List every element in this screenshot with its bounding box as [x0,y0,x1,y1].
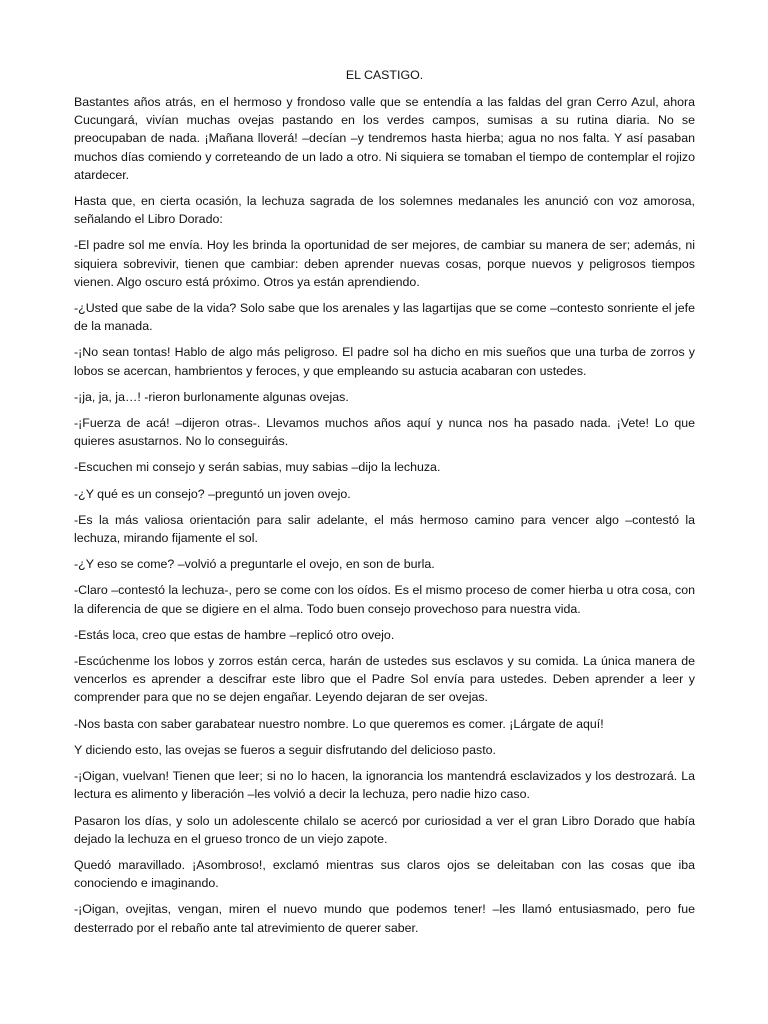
paragraph: -Es la más valiosa orientación para salir adelante, el más hermoso camino para vencer algo –contestó la lechuza, mirando fijamente el sol. [74,512,695,546]
paragraph: -Nos basta con saber garabatear nuestro nombre. Lo que queremos es comer. ¡Lárgate de aquí! [74,716,604,731]
paragraph: -Escúchenme los lobos y zorros están cerca, harán de ustedes sus esclavos y su comida. La única manera de vencerlos es aprender a descifrar este libro que el Padre Sol envía para ustedes. Deben aprender a leer y comprender para que no se dejen engañar. Leyendo dejaran de ser ovejas. [74,654,695,705]
paragraph: -¿Y qué es un consejo? –preguntó un joven ovejo. [74,486,351,501]
paragraph: -¡ja, ja, ja…! -rieron burlonamente algunas ovejas. [74,389,349,404]
paragraph: Pasaron los días, y solo un adolescente chilalo se acercó por curiosidad a ver el gran Libro Dorado que había dejado la lechuza en el grueso tronco de un viejo zapote. [74,813,695,846]
paragraph: Hasta que, en cierta ocasión, la lechuza sagrada de los solemnes medanales les anunció con voz amorosa, señalando el Libro Dorado: [74,194,695,227]
paragraph: -¡Fuerza de acá! –dijeron otras-. Llevamos muchos años aquí y nunca nos ha pasado nada. ¡Vete! Lo que quieres asustarnos. No lo conseguirás. [74,416,695,449]
paragraph: -¡Oigan, ovejitas, vengan, miren el nuevo mundo que podemos tener! –les llamó entusiasmado, pero fue desterrado por el rebaño ante tal atrevimiento de querer saber. [74,902,695,935]
paragraph: Y diciendo esto, las ovejas se fueros a seguir disfrutando del delicioso pasto. [74,742,496,757]
paragraph: -¡Oigan, vuelvan! Tienen que leer; si no lo hacen, la ignorancia los mantendrá esclavizados y los destrozará. La lectura es alimento y liberación –les volvió a decir la lechuza, pero nadie hizo caso. [74,769,695,802]
paragraph: -¡No sean tontas! Hablo de algo más peligroso. El padre sol ha dicho en mis sueños que una turba de zorros y lobos se acercan, hambrientos y feroces, y que empleando su astucia acabaran con ustedes. [74,345,695,378]
document-title: EL CASTIGO. [345,68,424,82]
paragraph: -¿Usted que sabe de la vida? Solo sabe que los arenales y las lagartijas que se come –contesto sonriente el jefe de la manada. [74,301,695,334]
paragraph: -El padre sol me envía. Hoy les brinda la oportunidad de ser mejores, de cambiar su manera de ser; además, ni siquiera sobrevivir, tienen que cambiar: deben aprender nuevas cosas, porque nuevos y peligrosos tiempos vienen. Algo oscuro está próximo. Otros ya están aprendiendo. [74,238,695,289]
document-page [74,66,695,945]
paragraph: -Escuchen mi consejo y serán sabias, muy sabias –dijo la lechuza. [74,460,441,475]
paragraph: -¿Y eso se come? –volvió a preguntarle el ovejo, en son de burla. [74,557,435,572]
paragraph: Bastantes años atrás, en el hermoso y frondoso valle que se entendía a las faldas del gran Cerro Azul, ahora Cucungará, vivían muchas ovejas pastando en los verdes campos, sumisas a su rutina diaria. No se preocupaban de nada. ¡Mañana lloverá! –decían –y tendremos hasta hierba; agua no nos falta. Y así pasaban muchos días comiendo y correteando de un lado a otro. Ni siquiera se tomaban el tiempo de contemplar el rojizo atardecer. [74,95,695,182]
paragraph: Quedó maravillado. ¡Asombroso!, exclamó mientras sus claros ojos se deleitaban con las cosas que iba conociendo e imaginando. [74,857,695,891]
paragraph: -Estás loca, creo que estas de hambre –replicó otro ovejo. [74,627,395,642]
paragraph: -Claro –contestó la lechuza-, pero se come con los oídos. Es el mismo proceso de comer hierba u otra cosa, con la diferencia de que se digiere en el alma. Todo buen consejo provechoso para nuestra vida. [74,583,695,616]
